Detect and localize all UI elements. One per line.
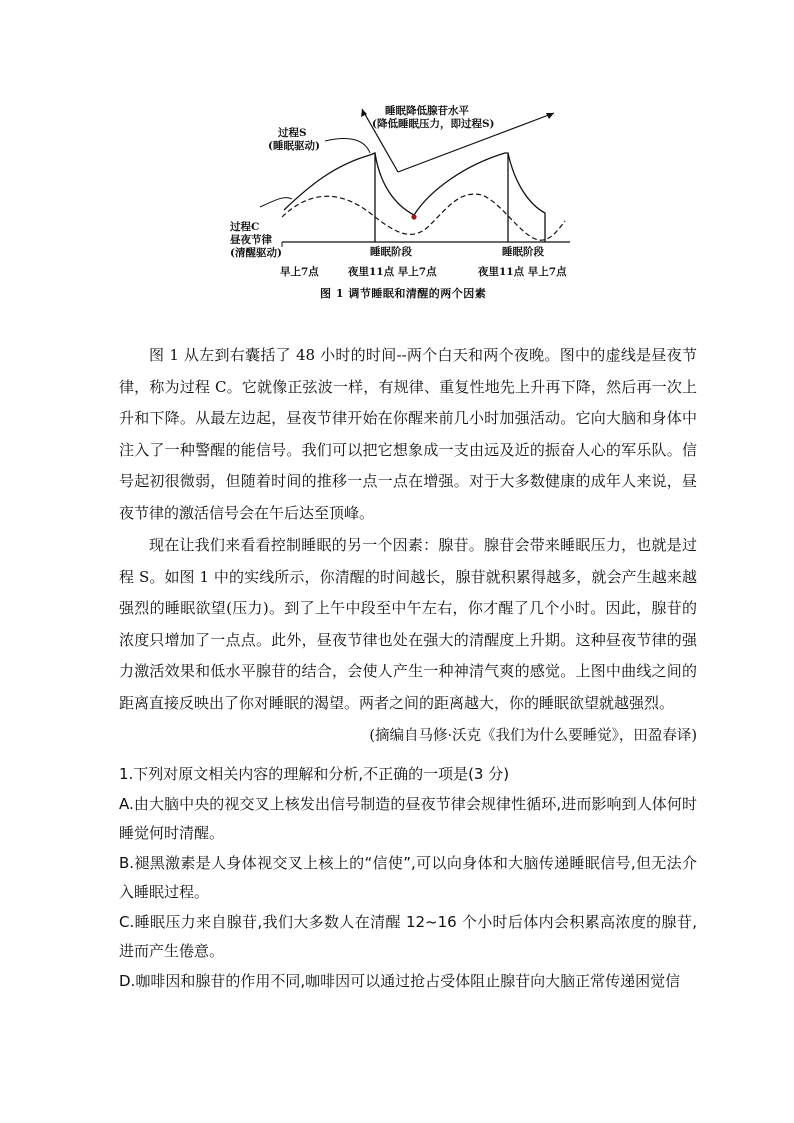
sleep-phase-label-2: 睡眠阶段 bbox=[502, 246, 544, 258]
process-s-sublabel: (睡眠驱动) bbox=[268, 140, 320, 152]
option-a: A.由大脑中央的视交叉上核发出信号制造的昼夜节律会规律性循环,进而影响到人体何时睡觉何时清醒。 bbox=[119, 794, 697, 842]
time-label-3: 夜里11点 早上7点 bbox=[478, 266, 567, 278]
question-1 bbox=[119, 760, 697, 996]
figure-caption: 图 1 调节睡眠和清醒的两个因素 bbox=[320, 287, 487, 300]
c-pointer bbox=[260, 198, 292, 207]
intersection-dot bbox=[411, 214, 416, 219]
passage-source: (摘编自马修·沃克《我们为什么要睡觉》，田盈春译) bbox=[369, 728, 697, 744]
option-c: C.睡眠压力来自腺苷,我们大多数人在清醒 12~16 个小时后体内会积累高浓度的腺苷,进而产生倦意。 bbox=[119, 912, 697, 960]
time-label-1: 早上7点 bbox=[280, 266, 319, 278]
process-c-sublabel-2: (清醒驱动) bbox=[230, 247, 282, 259]
time-label-2: 夜里11点 早上7点 bbox=[348, 266, 437, 278]
top-label-1: 睡眠降低腺苷水平 bbox=[385, 105, 469, 117]
sleep-figure bbox=[220, 95, 580, 305]
process-c-label: 过程C bbox=[230, 221, 260, 233]
s-pointer bbox=[325, 138, 370, 153]
option-d: D.咖啡因和腺苷的作用不同,咖啡因可以通过抢占受体阻止腺苷向大脑正常传递困觉信 bbox=[119, 971, 681, 990]
passage-paragraph-2: 现在让我们来看看控制睡眠的另一个因素：腺苷。腺苷会带来睡眠压力，也就是过程 S。如图 1 中的实线所示，你清醒的时间越长，腺苷就积累得越多，就会产生越来越强烈的睡眠欲望(压力)。到了上午中段至中午左右，你才醒了几个小时。因此，腺苷的浓度只增加了一点点。此外，昼夜节律也处在强大的清醒度上升期。这种昼夜节律的强力激活效果和低水平腺苷的结合，会使人产生一种神清气爽的感觉。上图中曲线之间的距离直接反映出了你对睡眠的渴望。两者之间的距离越大，你的睡眠欲望就越强烈。 bbox=[119, 536, 697, 712]
passage-paragraph-1: 图 1 从左到右囊括了 48 小时的时间--两个白天和两个夜晚。图中的虚线是昼夜节律，称为过程 C。它就像正弦波一样，有规律、重复性地先上升再下降，然后再一次上升和下降。从最左边起，昼夜节律开始在你醒来前几小时加强活动。它向大脑和身体中注入了一种警醒的能信号。我们可以把它想象成一支由远及近的振奋人心的军乐队。信号起初很微弱，但随着时间的推移一点一点在增强。对于大多数健康的成年人来说，昼夜节律的激活信号会在午后达至顶峰。 bbox=[119, 346, 697, 522]
option-b: B.褪黑激素是人身体视交叉上核上的“信使”,可以向身体和大脑传递睡眠信号,但无法介入睡眠过程。 bbox=[119, 853, 697, 901]
process-c-sublabel-1: 昼夜节律 bbox=[230, 234, 272, 246]
sleep-phase-label-1: 睡眠阶段 bbox=[370, 246, 412, 258]
question-stem: 1.下列对原文相关内容的理解和分析,不正确的一项是(3 分) bbox=[119, 765, 510, 783]
top-label-2: (降低睡眠压力，即过程S) bbox=[372, 118, 495, 130]
process-c-curve bbox=[282, 194, 565, 240]
process-s-label: 过程S bbox=[278, 127, 307, 139]
